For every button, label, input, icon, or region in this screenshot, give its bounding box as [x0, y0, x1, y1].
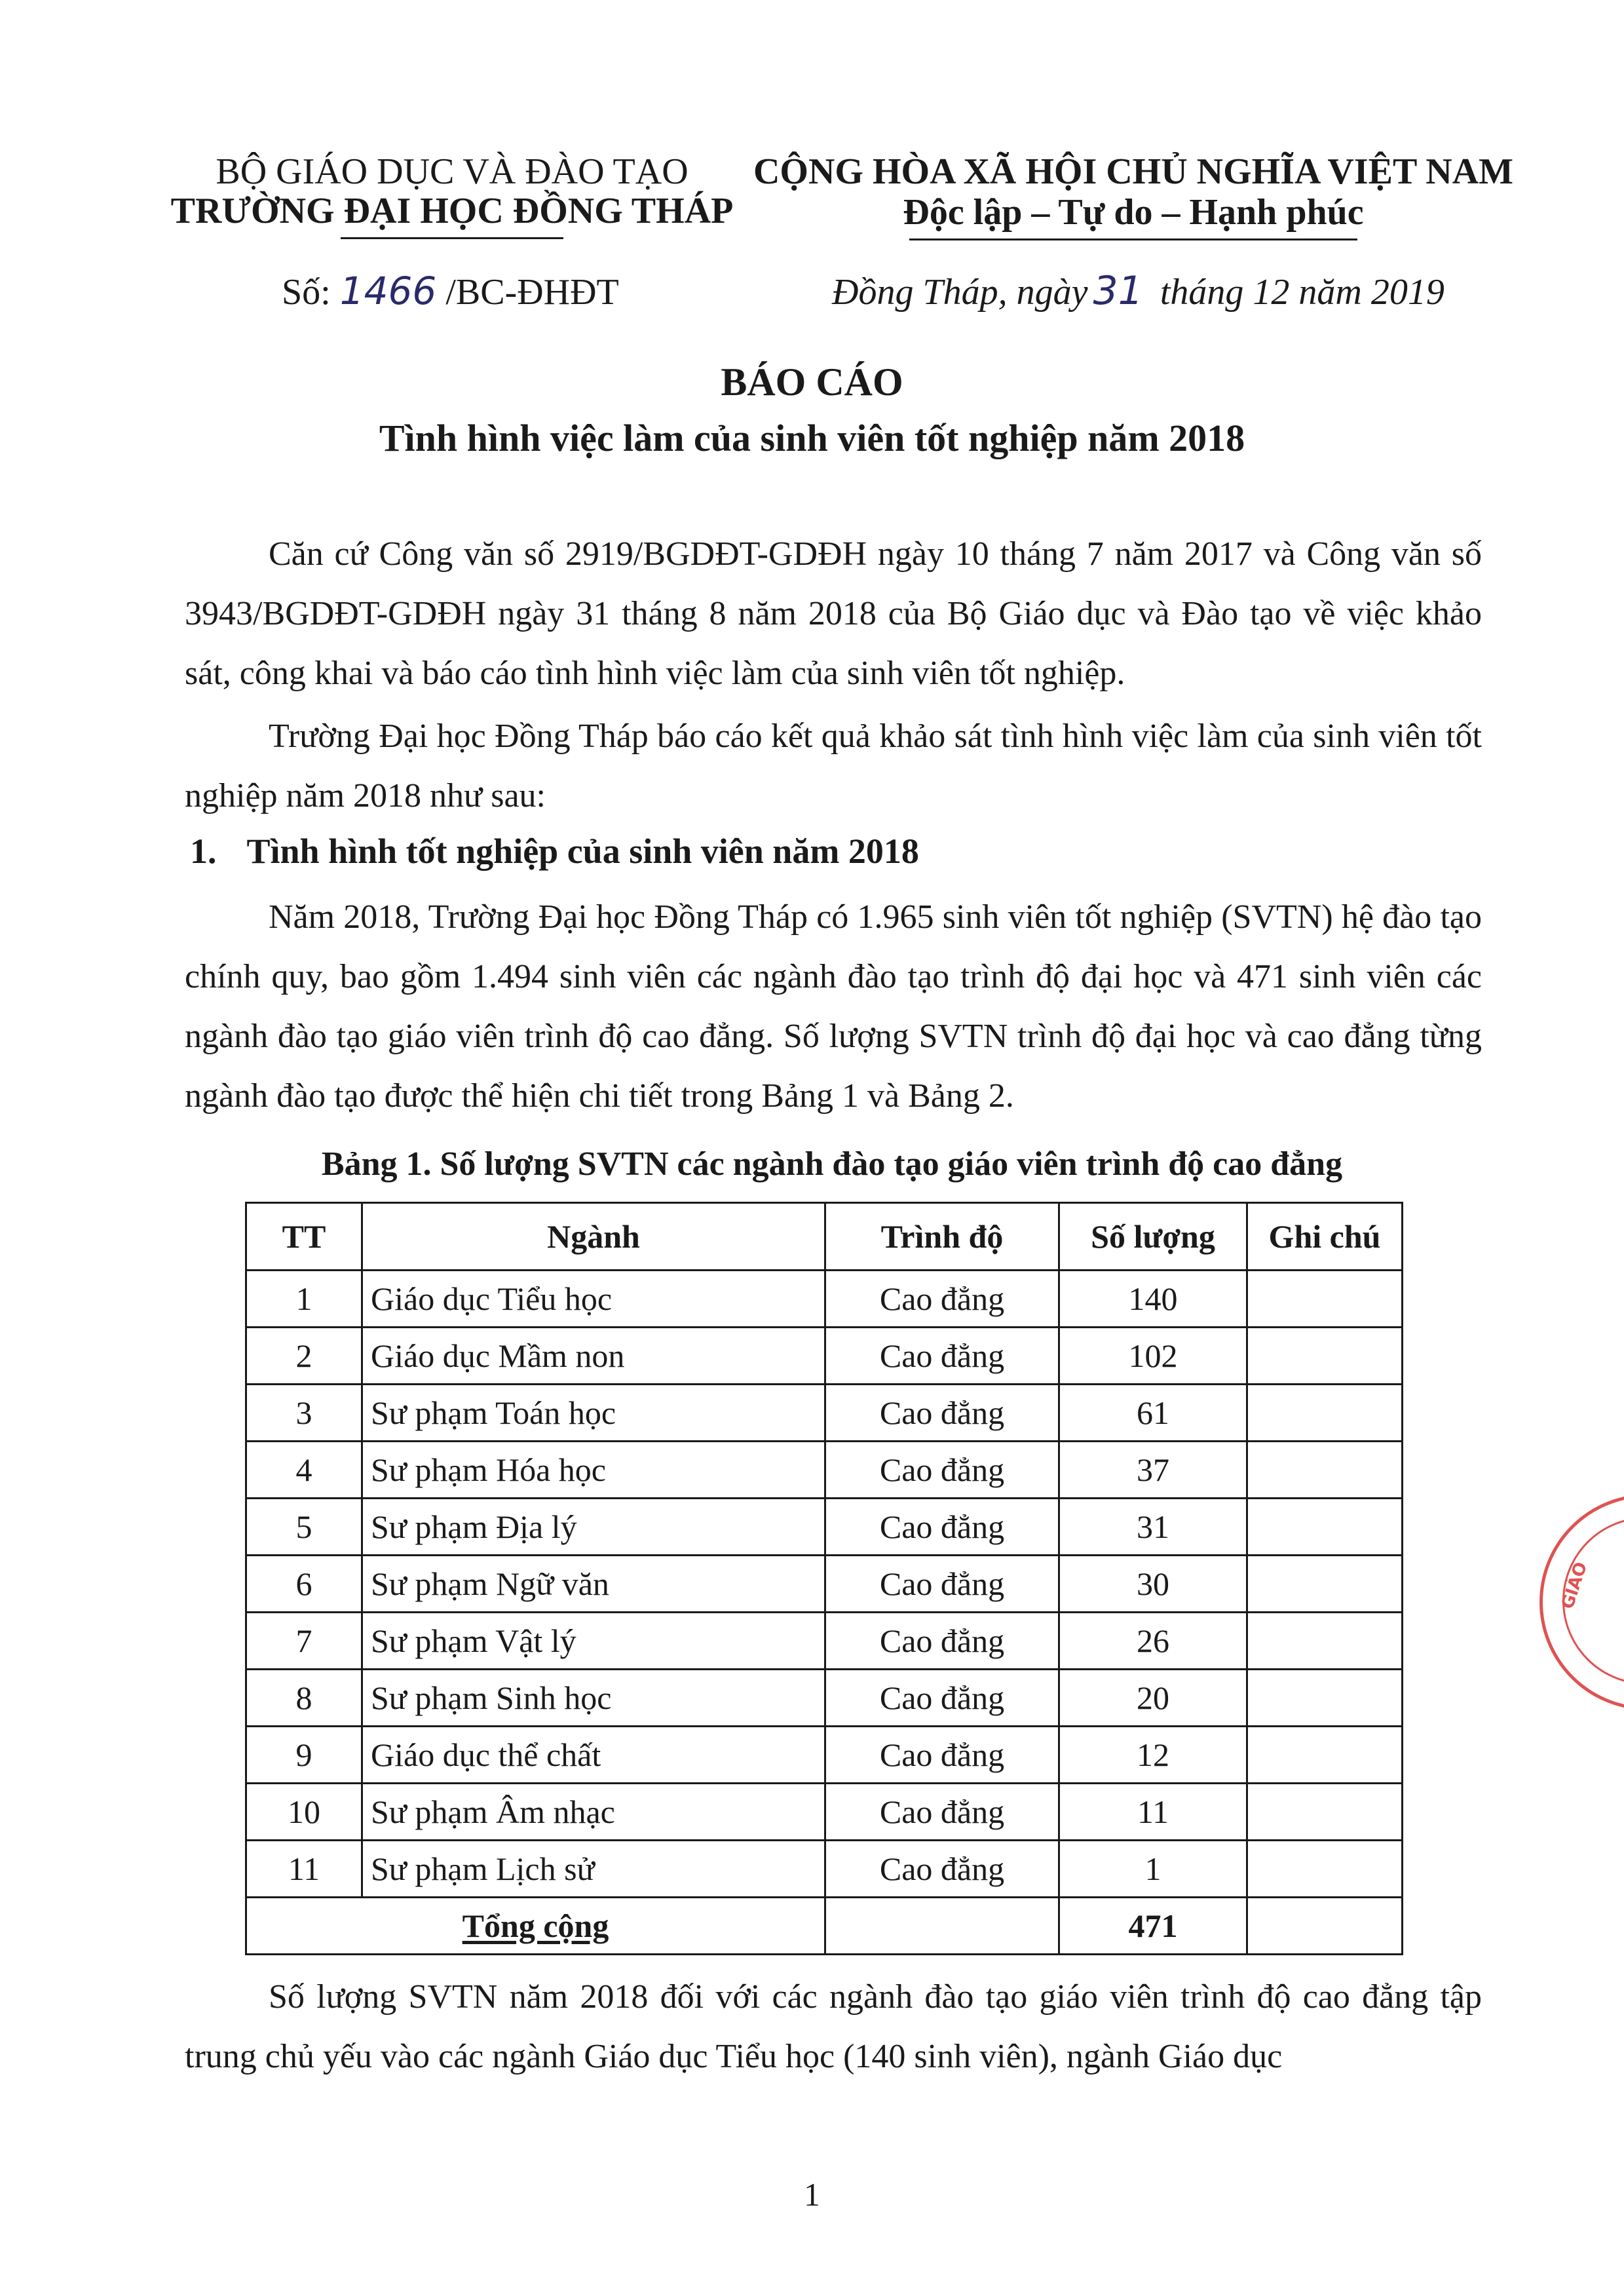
row-so-luong: 26: [1059, 1613, 1247, 1670]
row-tt: 6: [246, 1556, 362, 1613]
row-ghi-chu: [1247, 1841, 1403, 1898]
table-header-row: [246, 1203, 1403, 1271]
table-row: [246, 1442, 1403, 1499]
page-number: 1: [804, 2176, 820, 2213]
table-row: [246, 1613, 1403, 1670]
row-so-luong: 37: [1059, 1442, 1247, 1499]
table-1-caption: Bảng 1. Số lượng SVTN các ngành đào tạo giáo viên trình độ cao đẳng: [321, 1145, 1343, 1183]
row-ghi-chu: [1247, 1385, 1403, 1442]
row-ghi-chu: [1247, 1670, 1403, 1727]
row-ghi-chu: [1247, 1271, 1403, 1328]
row-tt: 7: [246, 1613, 362, 1670]
row-nganh: Sư phạm Hóa học: [362, 1442, 825, 1499]
paragraph-intro: Trường Đại học Đồng Tháp báo cáo kết quả khảo sát tình hình việc làm của sinh viên tốt nghiệp năm 2018 như sau:: [185, 718, 1482, 814]
header-ghi-chu: Ghi chú: [1247, 1203, 1403, 1271]
table-row: [246, 1328, 1403, 1385]
row-trinh-do: Cao đẳng: [825, 1556, 1059, 1613]
row-ghi-chu: [1247, 1328, 1403, 1385]
row-trinh-do: Cao đẳng: [825, 1670, 1059, 1727]
row-ghi-chu: [1247, 1499, 1403, 1556]
table-row: [246, 1556, 1403, 1613]
row-tt: 10: [246, 1784, 362, 1841]
row-nganh: Giáo dục thể chất: [362, 1727, 825, 1784]
row-so-luong: 31: [1059, 1499, 1247, 1556]
document-number: Số: 1466 /BC-ĐHĐT: [282, 269, 619, 313]
row-ghi-chu: [1247, 1784, 1403, 1841]
total-empty: [825, 1898, 1059, 1955]
row-tt: 5: [246, 1499, 362, 1556]
row-so-luong: 30: [1059, 1556, 1247, 1613]
section-1-heading: 1. Tình hình tốt nghiệp của sinh viên năm 2018: [190, 832, 919, 871]
row-trinh-do: Cao đẳng: [825, 1328, 1059, 1385]
national-motto: Độc lập – Tự do – Hạnh phúc: [903, 192, 1364, 233]
report-subtitle: Tình hình việc làm của sinh viên tốt nghiệp năm 2018: [379, 417, 1245, 459]
header-tt: TT: [246, 1203, 362, 1271]
row-ghi-chu: [1247, 1613, 1403, 1670]
row-nganh: Sư phạm Địa lý: [362, 1499, 825, 1556]
report-title: BÁO CÁO: [721, 360, 903, 404]
paragraph-basis: Căn cứ Công văn số 2919/BGDĐT-GDĐH ngày 10 tháng 7 năm 2017 và Công văn số 3943/BGDĐT-GDĐH ngày 31 tháng 8 năm 2018 của Bộ Giáo dục và Đào tạo về việc khảo sát, công khai và báo cáo tình hình việc làm của sinh viên tốt nghiệp.: [185, 535, 1482, 692]
row-ghi-chu: [1247, 1727, 1403, 1784]
handwritten-date-day: 31: [1093, 268, 1143, 314]
row-trinh-do: Cao đẳng: [825, 1499, 1059, 1556]
row-trinh-do: Cao đẳng: [825, 1784, 1059, 1841]
row-tt: 3: [246, 1385, 362, 1442]
row-so-luong: 140: [1059, 1271, 1247, 1328]
row-nganh: Sư phạm Toán học: [362, 1385, 825, 1442]
row-so-luong: 102: [1059, 1328, 1247, 1385]
document-date: Đồng Tháp, ngày 31 tháng 12 năm 2019: [832, 268, 1445, 314]
header-nganh: Ngành: [362, 1203, 825, 1271]
row-tt: 8: [246, 1670, 362, 1727]
row-tt: 11: [246, 1841, 362, 1898]
university-underline: [341, 237, 563, 239]
table-row: [246, 1499, 1403, 1556]
total-value: 471: [1059, 1898, 1247, 1955]
row-so-luong: 11: [1059, 1784, 1247, 1841]
row-nganh: Giáo dục Tiểu học: [362, 1271, 825, 1328]
row-ghi-chu: [1247, 1556, 1403, 1613]
table-row: [246, 1670, 1403, 1727]
table-row: [246, 1841, 1403, 1898]
row-so-luong: 61: [1059, 1385, 1247, 1442]
row-nganh: Sư phạm Sinh học: [362, 1670, 825, 1727]
row-tt: 2: [246, 1328, 362, 1385]
paragraph-graduates: Năm 2018, Trường Đại học Đồng Tháp có 1.965 sinh viên tốt nghiệp (SVTN) hệ đào tạo chính quy, bao gồm 1.494 sinh viên các ngành đào tạo trình độ đại học và 471 sinh viên các ngành đào tạo giáo viên trình độ cao đẳng. Số lượng SVTN trình độ đại học và cao đẳng từng ngành đào tạo được thể hiện chi tiết trong Bảng 1 và Bảng 2.: [185, 898, 1482, 1115]
row-trinh-do: Cao đẳng: [825, 1385, 1059, 1442]
university-name: TRƯỜNG ĐẠI HỌC ĐỒNG THÁP: [170, 191, 734, 231]
row-trinh-do: Cao đẳng: [825, 1613, 1059, 1670]
table-row: [246, 1727, 1403, 1784]
row-trinh-do: Cao đẳng: [825, 1727, 1059, 1784]
paragraph-analysis: Số lượng SVTN năm 2018 đối với các ngành đào tạo giáo viên trình độ cao đẳng tập trung chủ yếu vào các ngành Giáo dục Tiểu học (140 sinh viên), ngành Giáo dục: [185, 1978, 1482, 2075]
handwritten-doc-number: 1466: [339, 269, 437, 313]
row-so-luong: 12: [1059, 1727, 1247, 1784]
header-so-luong: Số lượng: [1059, 1203, 1247, 1271]
row-ghi-chu: [1247, 1442, 1403, 1499]
nation-name: CỘNG HÒA XÃ HỘI CHỦ NGHĨA VIỆT NAM: [753, 151, 1514, 192]
row-trinh-do: Cao đẳng: [825, 1841, 1059, 1898]
row-so-luong: 20: [1059, 1670, 1247, 1727]
row-trinh-do: Cao đẳng: [825, 1271, 1059, 1328]
motto-underline: [909, 239, 1357, 240]
table-1: [245, 1202, 1403, 1955]
row-tt: 1: [246, 1271, 362, 1328]
table-row: [246, 1271, 1403, 1328]
row-trinh-do: Cao đẳng: [825, 1442, 1059, 1499]
ministry-name: BỘ GIÁO DỤC VÀ ĐÀO TẠO: [216, 151, 689, 192]
row-so-luong: 1: [1059, 1841, 1247, 1898]
total-note: [1247, 1898, 1403, 1955]
table-row: [246, 1784, 1403, 1841]
row-tt: 4: [246, 1442, 362, 1499]
row-nganh: Giáo dục Mầm non: [362, 1328, 825, 1385]
total-label: Tổng cộng: [246, 1898, 825, 1955]
row-nganh: Sư phạm Âm nhạc: [362, 1784, 825, 1841]
row-nganh: Sư phạm Lịch sử: [362, 1841, 825, 1898]
stamp-text: GIÁO: [1558, 1559, 1592, 1612]
row-nganh: Sư phạm Vật lý: [362, 1613, 825, 1670]
table-row: [246, 1385, 1403, 1442]
header-trinh-do: Trình độ: [825, 1203, 1059, 1271]
row-nganh: Sư phạm Ngữ văn: [362, 1556, 825, 1613]
table-total-row: [246, 1898, 1403, 1955]
row-tt: 9: [246, 1727, 362, 1784]
